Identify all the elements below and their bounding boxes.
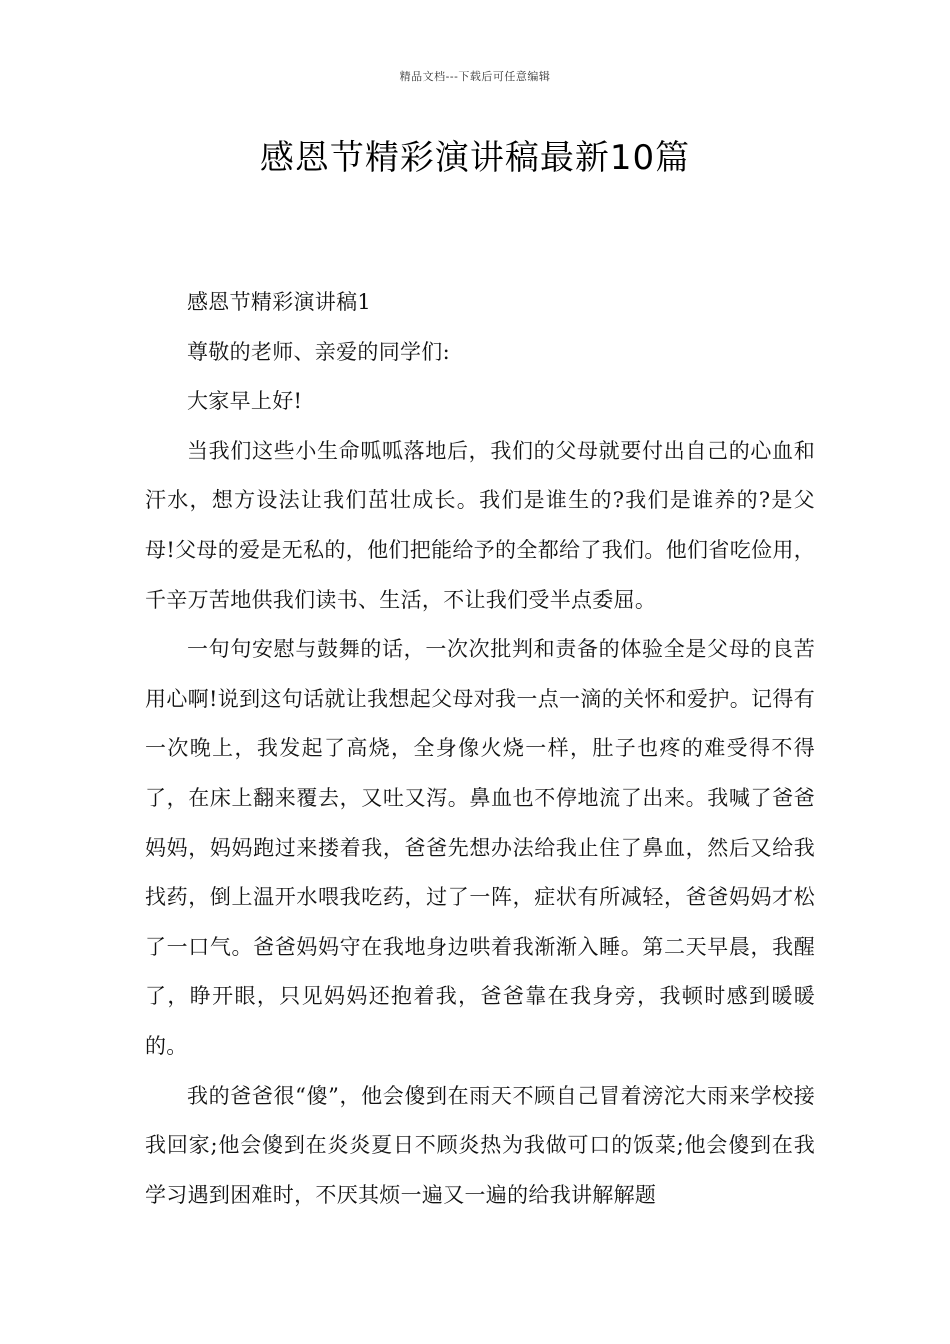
body-paragraph: 我的爸爸很“傻”，他会傻到在雨天不顾自己冒着滂沱大雨来学校接我回家;他会傻到在炎炎夏日不顾炎热为我做可口的饭菜;他会傻到在我学习遇到困难时，不厌其烦一遍又一遍的给我讲解解题 bbox=[145, 1083, 815, 1207]
greeting: 大家早上好! bbox=[187, 389, 303, 414]
document-title: 感恩节精彩演讲稿最新10篇 bbox=[259, 138, 691, 178]
section-heading: 感恩节精彩演讲稿1 bbox=[187, 290, 372, 314]
document-body bbox=[145, 278, 815, 1220]
body-paragraph: 一句句安慰与鼓舞的话，一次次批判和责备的体验全是父母的良苦用心啊!说到这句话就让我想起父母对我一点一滴的关怀和爱护。记得有一次晚上，我发起了高烧，全身像火烧一样，肚子也疼的难受得不得了，在床上翻来覆去，又吐又泻。鼻血也不停地流了出来。我喊了爸爸妈妈，妈妈跑过来搂着我，爸爸先想办法给我止住了鼻血，然后又给我找药，倒上温开水喂我吃药，过了一阵，症状有所减轻，爸爸妈妈才松了一口气。爸爸妈妈守在我地身边哄着我渐渐入睡。第二天早晨，我醒了，睁开眼，只见妈妈还抱着我，爸爸靠在我身旁，我顿时感到暖暖的。 bbox=[145, 637, 815, 1058]
body-paragraph: 当我们这些小生命呱呱落地后，我们的父母就要付出自己的心血和汗水，想方设法让我们茁壮成长。我们是谁生的?我们是谁养的?是父母!父母的爱是无私的，他们把能给予的全都给了我们。他们省吃俭用，千辛万苦地供我们读书、生活，不让我们受半点委屈。 bbox=[145, 438, 815, 612]
salutation: 尊敬的老师、亲爱的同学们: bbox=[187, 339, 450, 364]
header-note: 精品文档---下载后可任意编辑 bbox=[399, 70, 551, 83]
